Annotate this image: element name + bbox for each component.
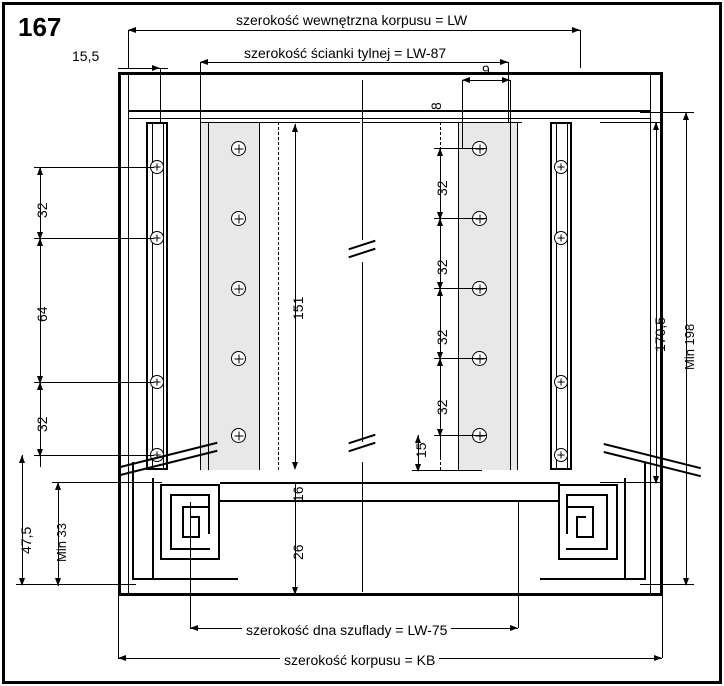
label-min-33: Min 33 — [54, 522, 69, 562]
label-26: 26 — [290, 544, 306, 560]
right-screw-3 — [554, 375, 568, 389]
left-runner-inner-line — [152, 122, 153, 470]
left-arrow-1u — [37, 167, 43, 175]
right-lock-b3 — [576, 536, 594, 538]
left-arrow-2u — [37, 238, 43, 246]
left-lock-b3 — [182, 536, 200, 538]
dim-arrow-lw87-right — [500, 59, 508, 65]
left-lock-t3 — [182, 506, 208, 508]
dim-min198-tick-bot — [640, 584, 694, 585]
label-lw75: szerokość dna szuflady = LW-75 — [242, 622, 451, 638]
right-lock-bottom — [558, 558, 618, 560]
right-runner-inner-line-2 — [567, 122, 568, 470]
ext-kb-right — [662, 596, 663, 658]
label-9: 9 — [482, 62, 490, 78]
label-lw87: szerokość ścianki tylnej = LW-87 — [244, 45, 447, 61]
left-lock-t2 — [170, 494, 210, 496]
left-runner-profile — [146, 122, 168, 470]
dim-9-arrow-r — [502, 77, 510, 83]
right-bracket-inner — [624, 478, 626, 578]
left-hole-3 — [231, 281, 246, 296]
cabinet-right-wall-inner — [650, 72, 651, 596]
label-8: 8 — [428, 102, 444, 110]
label-left-32-top: 32 — [34, 202, 50, 218]
left-tick-1 — [34, 167, 154, 168]
label-47-5: 47,5 — [18, 526, 34, 554]
left-hole-2 — [231, 211, 246, 226]
left-lock-top — [160, 484, 220, 486]
dim-arrow-15-5 — [152, 65, 160, 71]
dim-170-5-arrow-u — [653, 122, 659, 130]
drawer-bottom-connect-right-2 — [504, 500, 560, 502]
label-left-64: 64 — [34, 306, 50, 322]
cabinet-left-wall-outer — [118, 72, 121, 596]
right-lock-t4 — [576, 516, 586, 518]
ext-line-lw-left — [128, 30, 129, 68]
left-hole-1 — [231, 141, 246, 156]
dim-arrow-lw-right — [572, 27, 580, 33]
left-lock-left — [160, 484, 162, 560]
right-bracket-bottom — [540, 578, 646, 580]
center-151-arrow-d — [292, 462, 298, 470]
min33-arrow-u — [55, 482, 61, 490]
back-panel-top-2 — [128, 118, 650, 119]
ext-line-lw-right — [580, 30, 581, 68]
ext-kb-left — [118, 596, 119, 658]
dim-min198-arrow-u — [683, 112, 689, 120]
right-panel-top — [362, 122, 522, 123]
left-arrow-3d — [37, 449, 43, 457]
left-lock-r2 — [208, 494, 210, 534]
left-bracket-inner — [152, 478, 154, 578]
drawer-bottom-top-left — [220, 482, 362, 484]
ext-line-lw87-left — [200, 62, 201, 122]
rarrow-1u — [437, 148, 443, 156]
label-lw: szerokość wewnętrzna korpusu = LW — [236, 12, 468, 28]
dim-9-arrow-l — [462, 77, 470, 83]
left-475-line — [22, 455, 23, 585]
back-panel-top — [128, 110, 650, 112]
drawer-bottom-connect-right — [504, 482, 560, 484]
dim-arrow-lw-left — [128, 27, 136, 33]
right-lock-r2 — [606, 494, 608, 550]
center-break-middle — [362, 262, 363, 442]
left-lock-l3 — [182, 506, 184, 538]
rarrow-3u — [437, 288, 443, 296]
label-right-32-a: 32 — [434, 180, 450, 196]
min33-tick-top — [52, 482, 162, 483]
label-kb: szerokość korpusu = KB — [280, 652, 439, 668]
right-drawer-side-panel — [458, 122, 518, 470]
right-lock-top — [558, 484, 618, 486]
label-min-198: Min 198 — [682, 323, 697, 370]
rarrow-2u — [437, 218, 443, 226]
left-panel-top — [200, 122, 360, 123]
dim-arrow-lw75-right — [510, 625, 518, 631]
left-hole-5 — [231, 428, 246, 443]
left-bracket-outer — [132, 462, 134, 580]
drawer-bottom-bot-right — [362, 500, 504, 502]
center-break-upper — [362, 80, 363, 240]
cabinet-bottom-edge — [118, 593, 663, 596]
dim-arrow-kb-left — [118, 655, 126, 661]
left-475-arrow-u — [19, 455, 25, 463]
ext-lw75-left — [190, 502, 191, 628]
rarrow-4u — [437, 358, 443, 366]
left-475-tick — [16, 584, 136, 585]
center-151-arrow-u — [292, 124, 298, 132]
right-lock-l3 — [576, 516, 578, 536]
left-panel-line-1 — [208, 122, 209, 470]
right-lock-t3 — [568, 506, 594, 508]
right-screw-2 — [554, 231, 568, 245]
left-tick-3 — [34, 382, 154, 383]
dim-170-5-line — [656, 122, 657, 482]
left-lock-right — [218, 484, 220, 560]
label-170-5: 170,5 — [652, 316, 668, 352]
left-lock-l2 — [170, 494, 172, 550]
left-tick-2 — [34, 238, 154, 239]
label-151: 151 — [290, 296, 306, 320]
left-runner-inner-line-2 — [163, 122, 164, 470]
label-right-32-b: 32 — [434, 259, 450, 275]
right-15-tick — [412, 470, 482, 471]
dim-line-lw — [128, 30, 580, 31]
dim-arrow-lw75-left — [190, 625, 198, 631]
label-right-32-d: 32 — [434, 399, 450, 415]
ext-line-lw87-right — [508, 62, 509, 122]
dim-170-5-tick-top — [600, 122, 662, 123]
right-runner-inner-line — [556, 122, 557, 470]
dim-arrow-kb-right — [654, 655, 662, 661]
dim-9-ext-r — [510, 80, 511, 122]
left-lock-t4 — [190, 516, 200, 518]
dim-9-ext-l — [462, 80, 463, 148]
left-drawer-side-panel — [200, 122, 260, 470]
right-panel-line-1 — [510, 122, 511, 470]
left-arrow-3u — [37, 382, 43, 390]
label-16: 16 — [290, 486, 306, 502]
center-26-arrow-d — [292, 587, 298, 595]
cabinet-left-wall-inner — [128, 72, 129, 596]
dim-170-5-tick-bot — [600, 482, 662, 483]
right-lock-right — [616, 484, 618, 560]
dim-line-lw87 — [200, 62, 508, 63]
right-screw-1 — [554, 160, 568, 174]
rarrow-4d — [437, 429, 443, 437]
cabinet-top-edge — [118, 72, 663, 75]
drawer-bottom-top-right — [362, 482, 504, 484]
page-number: 167 — [18, 12, 62, 42]
dim-arrow-lw87-left — [200, 59, 208, 65]
right-lock-left — [558, 484, 560, 560]
right-lock-l2 — [566, 494, 568, 534]
label-right-32-c: 32 — [434, 329, 450, 345]
label-left-32-bottom: 32 — [34, 416, 50, 432]
left-hole-4 — [231, 351, 246, 366]
right-lock-b2 — [566, 548, 606, 550]
right-screw-4 — [554, 448, 568, 462]
right-bracket-outer — [644, 462, 646, 580]
left-panel-dashed — [278, 122, 279, 470]
label-15-5: 15,5 — [72, 48, 100, 64]
label-15: 15 — [413, 442, 429, 458]
right-lock-t2 — [566, 494, 606, 496]
left-tick-4 — [34, 455, 154, 456]
right-runner-profile — [550, 122, 572, 470]
right-lock-r3 — [592, 506, 594, 538]
min33-arrow-d — [55, 578, 61, 586]
dim-min198-tick-top — [640, 112, 694, 113]
left-lock-r3 — [198, 516, 200, 536]
left-bracket-bottom — [132, 578, 238, 580]
ext-lw75-right — [518, 502, 519, 628]
